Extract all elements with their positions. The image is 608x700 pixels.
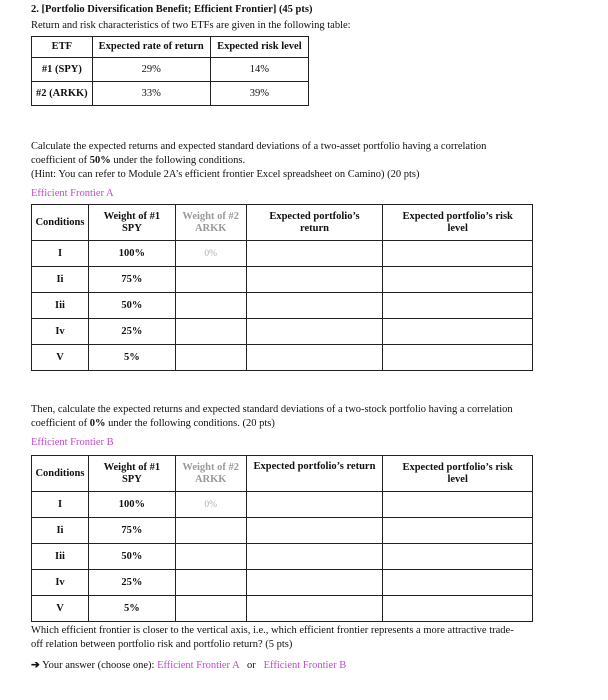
return-answer-cell[interactable] bbox=[246, 293, 383, 319]
weight-1-cell: 75% bbox=[88, 518, 175, 544]
weight-2-cell[interactable]: 0% bbox=[175, 492, 246, 518]
part-b-instruction: Then, calculate the expected returns and expected standard deviations of a two-stock portfolio having a correlation bbox=[31, 404, 513, 415]
weight-1-cell: 50% bbox=[88, 293, 175, 319]
answer-prompt: Your answer (choose one): bbox=[42, 660, 155, 671]
table-row bbox=[32, 241, 533, 267]
weight-1-cell: 50% bbox=[88, 544, 175, 570]
risk-answer-cell[interactable] bbox=[383, 293, 533, 319]
table-row bbox=[32, 544, 533, 570]
portfolio-risk-header: Expected portfolio’s risk level bbox=[383, 456, 533, 492]
weight-2-cell[interactable] bbox=[175, 345, 246, 371]
portfolio-return-header: Expected portfolio’s return bbox=[246, 205, 383, 241]
table-row bbox=[32, 58, 309, 82]
etf-name: #1 (SPY) bbox=[32, 58, 93, 82]
return-answer-cell[interactable] bbox=[246, 596, 383, 622]
weight-1-cell: 75% bbox=[88, 267, 175, 293]
return-answer-cell[interactable] bbox=[246, 518, 383, 544]
condition-cell: I bbox=[32, 492, 89, 518]
weight-2-cell[interactable] bbox=[175, 293, 246, 319]
weight-2-header: Weight of #2 ARKK bbox=[175, 456, 246, 492]
weight-1-cell: 25% bbox=[88, 570, 175, 596]
or-text: or bbox=[246, 660, 256, 671]
condition-cell: I bbox=[32, 241, 89, 267]
condition-cell: Iii bbox=[32, 293, 89, 319]
etf-return: 33% bbox=[92, 82, 210, 106]
weight-2-header: Weight of #2 ARKK bbox=[175, 205, 246, 241]
risk-header: Expected risk level bbox=[210, 37, 308, 58]
risk-answer-cell[interactable] bbox=[383, 241, 533, 267]
risk-answer-cell[interactable] bbox=[383, 345, 533, 371]
final-question-2: off relation between portfolio risk and portfolio return? (5 pts) bbox=[31, 639, 293, 650]
risk-answer-cell[interactable] bbox=[383, 319, 533, 345]
risk-answer-cell[interactable] bbox=[383, 267, 533, 293]
weight-1-cell: 5% bbox=[88, 345, 175, 371]
weight-1-cell: 100% bbox=[88, 241, 175, 267]
part-b-instruction-2 bbox=[31, 418, 275, 429]
weight-2-cell[interactable] bbox=[175, 518, 246, 544]
return-answer-cell[interactable] bbox=[246, 241, 383, 267]
return-header: Expected rate of return bbox=[92, 37, 210, 58]
return-answer-cell[interactable] bbox=[246, 267, 383, 293]
table-row bbox=[32, 82, 309, 106]
table-row bbox=[32, 518, 533, 544]
weight-1-header: Weight of #1 SPY bbox=[88, 205, 175, 241]
etf-risk: 39% bbox=[210, 82, 308, 106]
conditions-header: Conditions bbox=[32, 456, 89, 492]
return-answer-cell[interactable] bbox=[246, 492, 383, 518]
risk-answer-cell[interactable] bbox=[383, 518, 533, 544]
risk-answer-cell[interactable] bbox=[383, 570, 533, 596]
portfolio-return-header: Expected portfolio’s return bbox=[246, 456, 383, 492]
condition-cell: Iii bbox=[32, 544, 89, 570]
frontier-b-table bbox=[31, 455, 533, 622]
table-row bbox=[32, 596, 533, 622]
condition-cell: V bbox=[32, 345, 89, 371]
weight-2-cell[interactable] bbox=[175, 596, 246, 622]
part-b-inst-pre: coefficient of bbox=[31, 418, 90, 429]
part-a-inst-pre: coefficient of bbox=[31, 155, 90, 166]
part-a-inst-post: under the following conditions. bbox=[110, 155, 246, 166]
part-a-correlation: 50% bbox=[89, 155, 111, 166]
etf-name: #2 (ARKK) bbox=[32, 82, 93, 106]
frontier-a-table bbox=[31, 204, 533, 371]
return-answer-cell[interactable] bbox=[246, 319, 383, 345]
etf-header: ETF bbox=[32, 37, 93, 58]
weight-1-cell: 5% bbox=[88, 596, 175, 622]
table-row bbox=[32, 492, 533, 518]
condition-cell: Ii bbox=[32, 267, 89, 293]
weight-2-cell[interactable] bbox=[175, 267, 246, 293]
intro-text: Return and risk characteristics of two ETFs are given in the following table: bbox=[31, 20, 351, 31]
weight-1-cell: 100% bbox=[88, 492, 175, 518]
table-row bbox=[32, 570, 533, 596]
question-heading: 2. [Portfolio Diversification Benefit; Efficient Frontier] (45 pts) bbox=[31, 4, 313, 15]
part-b-correlation: 0% bbox=[89, 418, 106, 429]
table-row bbox=[32, 293, 533, 319]
weight-2-cell[interactable] bbox=[175, 544, 246, 570]
portfolio-risk-header: Expected portfolio’s risk level bbox=[383, 205, 533, 241]
condition-cell: Ii bbox=[32, 518, 89, 544]
etf-return: 29% bbox=[92, 58, 210, 82]
condition-cell: V bbox=[32, 596, 89, 622]
weight-2-cell[interactable] bbox=[175, 570, 246, 596]
return-answer-cell[interactable] bbox=[246, 544, 383, 570]
part-a-instruction-2 bbox=[31, 155, 245, 166]
option-frontier-b[interactable]: Efficient Frontier B bbox=[263, 660, 347, 671]
condition-cell: Iv bbox=[32, 319, 89, 345]
weight-1-header: Weight of #1 SPY bbox=[88, 456, 175, 492]
etf-risk: 14% bbox=[210, 58, 308, 82]
final-question: Which efficient frontier is closer to the vertical axis, i.e., which efficient frontier represents a more attractive trade- bbox=[31, 625, 514, 636]
part-a-label: Efficient Frontier A bbox=[31, 188, 114, 199]
conditions-header: Conditions bbox=[32, 205, 89, 241]
risk-answer-cell[interactable] bbox=[383, 544, 533, 570]
part-a-instruction: Calculate the expected returns and expected standard deviations of a two-asset portfolio having a correlation bbox=[31, 141, 487, 152]
weight-2-cell[interactable]: 0% bbox=[175, 241, 246, 267]
table-row bbox=[32, 319, 533, 345]
table-row bbox=[32, 345, 533, 371]
etf-table bbox=[31, 36, 309, 106]
weight-1-cell: 25% bbox=[88, 319, 175, 345]
option-frontier-a[interactable]: Efficient Frontier A bbox=[157, 660, 240, 671]
answer-line bbox=[31, 659, 346, 671]
arrow-icon: ➔ bbox=[31, 660, 40, 671]
part-a-hint: (Hint: You can refer to Module 2A’s efficient frontier Excel spreadsheet on Camino) (20 pts) bbox=[31, 169, 420, 180]
part-b-label: Efficient Frontier B bbox=[31, 437, 114, 448]
part-b-inst-post: under the following conditions. (20 pts) bbox=[105, 418, 275, 429]
weight-2-cell[interactable] bbox=[175, 319, 246, 345]
table-row bbox=[32, 267, 533, 293]
risk-answer-cell[interactable] bbox=[383, 596, 533, 622]
condition-cell: Iv bbox=[32, 570, 89, 596]
return-answer-cell[interactable] bbox=[246, 345, 383, 371]
risk-answer-cell[interactable] bbox=[383, 492, 533, 518]
return-answer-cell[interactable] bbox=[246, 570, 383, 596]
